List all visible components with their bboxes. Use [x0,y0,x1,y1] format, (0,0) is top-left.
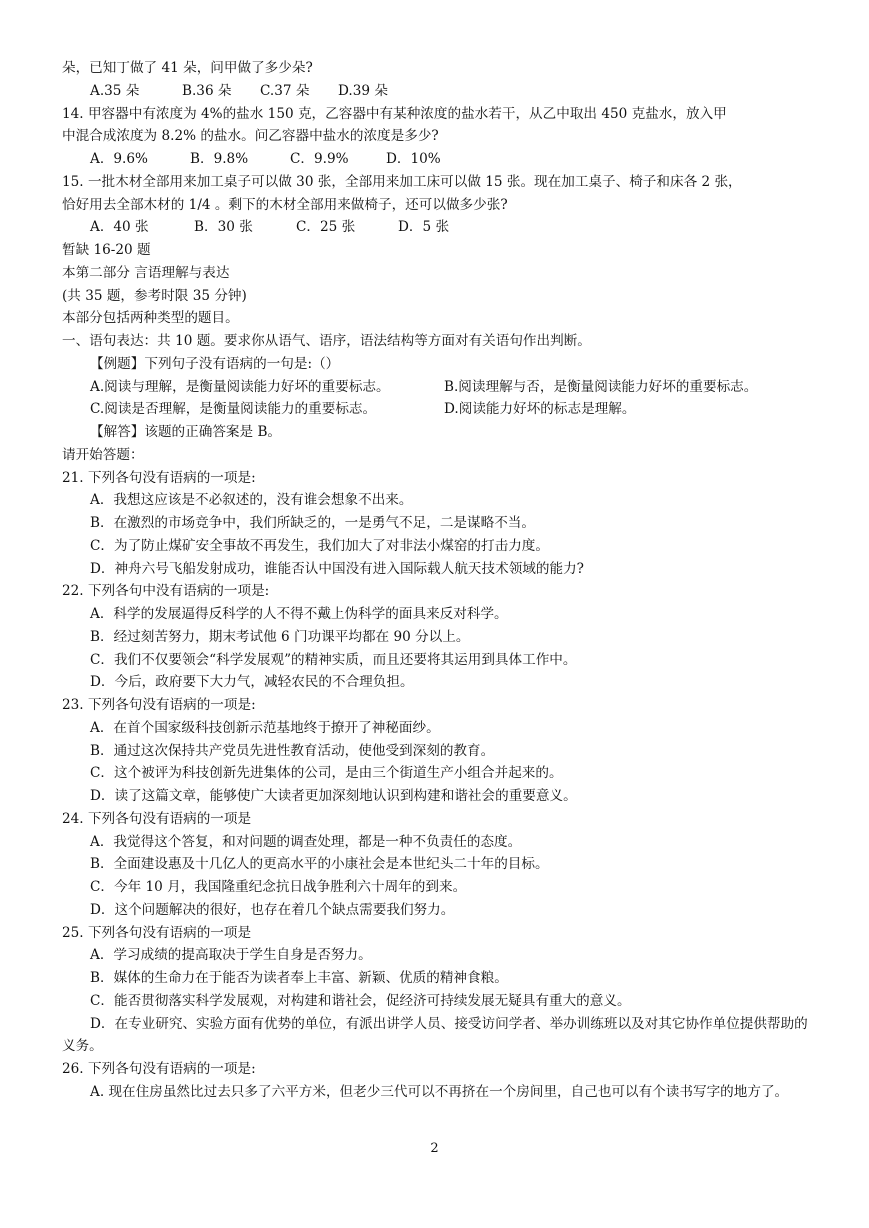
q15-text-line1: 15. 一批木材全部用来加工桌子可以做 30 张，全部用来加工床可以做 15 张。现在加工桌子、椅子和床各 2 张， [62,173,742,190]
missing-questions-note: 暂缺 16-20 题 [62,242,151,258]
example-option-b: B.阅读理解与否，是衡量阅读能力好坏的重要标志。 [444,378,758,395]
q25-option-a: A．学习成绩的提高取决于学生自身是否努力。 [90,947,372,964]
q22-option-c: C．我们不仅要领会“科学发展观”的精神实质，而且还要将其运用到具体工作中。 [90,651,577,668]
q22-option-d: D．今后，政府要下大力气，减轻农民的不合理负担。 [90,674,414,691]
q14-text-line1: 14. 甲容器中有浓度为 4%的盐水 150 克，乙容器中有某种浓度的盐水若干，从乙中取出 450 克盐水，放入甲 [62,105,727,122]
q13-continuation: 朵，已知丁做了 41 朵，问甲做了多少朵? [62,60,313,76]
q13-option-c: C.37 朵 [260,82,310,99]
example-answer: 【解答】该题的正确答案是 B。 [90,424,282,440]
q22-option-a: A．科学的发展逼得反科学的人不得不戴上伪科学的面具来反对科学。 [90,606,508,622]
q13-option-d: D.39 朵 [338,82,388,99]
q24-stem: 24. 下列各句没有语病的一项是 [62,810,252,827]
q22-stem: 22. 下列各句中没有语病的一项是: [62,583,270,600]
q23-option-c: C．这个被评为科技创新先进集体的公司，是由三个街道生产小组合并起来的。 [90,765,563,782]
q13-options [62,80,810,103]
q26-option-a: A. 现在住房虽然比过去只多了六平方米，但老少三代可以不再挤在一个房间里，自己也可以有个读书写字的地方了。 [90,1083,789,1100]
q15-option-c: C．25 张 [296,219,356,236]
q14-option-a: A．9.6% [90,151,148,167]
q24-option-d: D．这个问题解决的很好，也存在着几个缺点需要我们努力。 [90,901,455,918]
q23-option-a: A．在首个国家级科技创新示范基地终于撩开了神秘面纱。 [90,719,440,736]
q23-option-b: B．通过这次保持共产党员先进性教育活动，使他受到深刻的教育。 [90,742,495,759]
part2-title: 本第二部分 言语理解与表达 [62,264,230,281]
q14-text-line2: 中混合成浓度为 8.2% 的盐水。问乙容器中盐水的浓度是多少? [62,128,439,145]
q14-option-c: C．9.9% [290,151,349,167]
q24-option-b: B．全面建设惠及十几亿人的更高水平的小康社会是本世纪头二十年的目标。 [90,856,549,873]
part2-description: 本部分包括两种类型的题目。 [62,310,239,327]
q22-option-b: B．经过刻苦努力，期末考试他 6 门功课平均都在 90 分以上。 [90,628,470,645]
q13-option-b: B.36 朵 [182,82,232,99]
q14-option-d: D．10% [386,151,441,167]
example-option-d: D.阅读能力好坏的标志是理解。 [444,401,636,418]
section1-intro: 一、语句表达：共 10 题。要求你从语气、语序，语法结构等方面对有关语句作出判断。 [62,333,591,349]
q26-stem: 26. 下列各句没有语病的一项是: [62,1061,256,1077]
q21-option-b: B．在激烈的市场竞争中，我们所缺乏的，一是勇气不足，二是谋略不当。 [90,515,535,531]
q25-option-b: B．媒体的生命力在于能否为读者奉上丰富、新颖、优质的精神食粮。 [90,970,508,986]
example-question: 【例题】下列句子没有语病的一句是:（） [90,355,340,372]
q21-option-d: D．神舟六号飞船发射成功，谁能否认中国没有进入国际载人航天技术领域的能力? [90,560,584,577]
page-number: 2 [430,1141,439,1156]
q24-option-a: A．我觉得这个答复，和对问题的调查处理，都是一种不负责任的态度。 [90,833,522,850]
q21-stem: 21. 下列各句没有语病的一项是: [62,469,256,486]
q21-option-c: C．为了防止煤矿安全事故不再发生，我们加大了对非法小煤窑的打击力度。 [90,537,549,554]
q14-option-b: B．9.8% [190,151,249,167]
example-option-a: A.阅读与理解，是衡量阅读能力好坏的重要标志。 [90,378,390,395]
start-answering: 请开始答题： [62,446,144,463]
page-body [62,57,810,1104]
q15-option-a: A．40 张 [90,219,149,236]
q21-option-a: A．我想这应该是不必叙述的，没有谁会想象不出来。 [90,492,413,509]
part2-time-limit: (共 35 题，参考时限 35 分钟) [62,287,247,304]
example-options-row2 [62,398,810,421]
q15-option-b: B．30 张 [194,219,253,236]
q13-option-a: A.35 朵 [90,82,140,99]
example-option-c: C.阅读是否理解，是衡量阅读能力的重要标志。 [90,401,377,418]
q25-stem: 25. 下列各句没有语病的一项是 [62,924,252,941]
q14-options [62,148,810,171]
q25-option-d: D．在专业研究、实验方面有优势的单位，有派出讲学人员、接受访问学者、举办训练班以及对其它协作单位提供帮助的义务。 [62,1015,808,1055]
q15-options [62,216,810,239]
q15-option-d: D．5 张 [398,219,450,236]
q23-stem: 23. 下列各句没有语病的一项是: [62,697,256,713]
q15-text-line2: 恰好用去全部木材的 1/4 。剩下的木材全部用来做椅子，还可以做多少张? [62,196,508,213]
q25-option-c: C．能否贯彻落实科学发展观，对构建和谐社会，促经济可持续发展无疑具有重大的意义。 [90,992,631,1009]
q24-option-c: C．今年 10 月，我国隆重纪念抗日战争胜利六十周年的到来。 [90,879,467,895]
example-options-row1 [62,376,810,399]
q23-option-d: D．读了这篇文章，能够使广大读者更加深刻地认识到构建和谐社会的重要意义。 [90,788,577,804]
